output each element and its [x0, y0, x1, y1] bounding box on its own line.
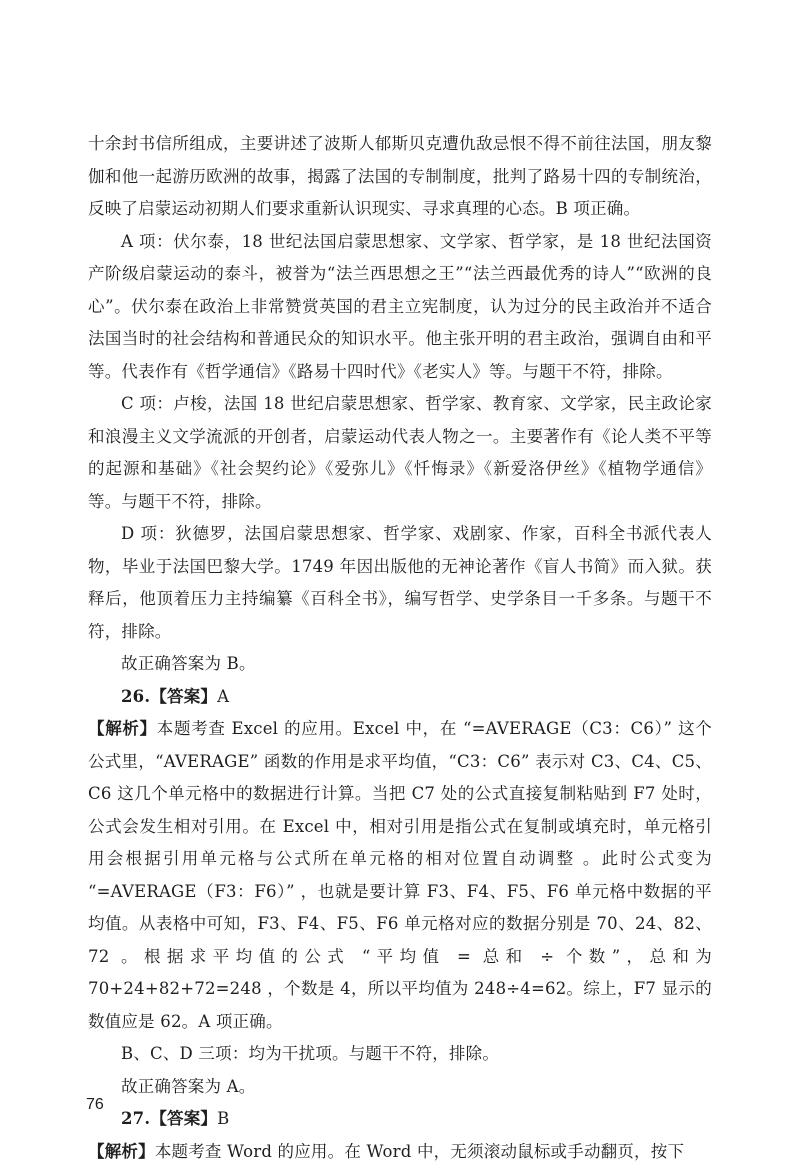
q26-answer-tag: 【答案】	[150, 687, 217, 706]
q27-answer-value: B	[217, 1109, 229, 1128]
q27-answer-line	[88, 1103, 712, 1136]
page-body	[88, 128, 712, 1168]
q27-analysis-text: 本题考查 Word 的应用。在 Word 中，无须滚动鼠标或手动翻页，按下	[155, 1142, 684, 1161]
q27-answer-tag: 【答案】	[150, 1109, 217, 1128]
q27-number: 27.	[121, 1109, 150, 1128]
q26-analysis-text: 本题考查 Excel 的应用。Excel 中，在 “=AVERAGE（C3：C6）” 这个公式里，“AVERAGE” 函数的作用是求平均值，“C3：C6” 表示对 C3、C4、C5、C6 这几个单元格中的数据进行计算。当把 C7 处的公式直接复制粘贴到 F7 处时，公式会发生相对引用。在 Excel 中，相对引用是指公式在复制或填充时，单元格引用会根据引用单元格与公式所在单元格的相对位置自动调整 。此时公式变为 “=AVERAGE（F3：F6）” ，也就是要计算 F3、F4、F5、F6 单元格中数据的平均值。从表格中可知，F3、F4、F5、F6 单元格对应的数据分别是 70、24、82、72 。根据求平均值的公式 “平均值 = 总和 ÷ 个数”，总和为 70+24+82+72=248 ，个数是 4，所以平均值为 248÷4=62。综上，F7 显示的数值应是 62。A 项正确。	[88, 719, 712, 1031]
page-number: 76	[86, 1096, 104, 1114]
q26-answer-line	[88, 681, 712, 714]
paragraph-q25-continuation: 十余封书信所组成，主要讲述了波斯人郁斯贝克遭仇敌忌恨不得不前往法国，朋友黎伽和他一起游历欧洲的故事，揭露了法国的专制制度，批判了路易十四的专制统治，反映了启蒙运动初期人们要求重新认识现实、寻求真理的心态。B 项正确。	[88, 128, 712, 226]
q27-analysis-tag: 【解析】	[88, 1142, 155, 1161]
q26-analysis	[88, 713, 712, 1038]
q26-answer-value: A	[217, 687, 229, 706]
q27-analysis	[88, 1136, 712, 1168]
q26-number: 26.	[121, 687, 150, 706]
paragraph-option-a: A 项：伏尔泰，18 世纪法国启蒙思想家、文学家、哲学家，是 18 世纪法国资产阶级启蒙运动的泰斗，被誉为“法兰西思想之王”“法兰西最优秀的诗人”“欧洲的良心”。伏尔泰在政治上非常赞赏英国的君主立宪制度，认为过分的民主政治并不适合法国当时的社会结构和普通民众的知识水平。他主张开明的君主政治，强调自由和平等。代表作有《哲学通信》《路易十四时代》《老实人》等。与题干不符，排除。	[88, 226, 712, 389]
paragraph-q25-conclusion: 故正确答案为 B。	[88, 648, 712, 681]
paragraph-option-d: D 项：狄德罗，法国启蒙思想家、哲学家、戏剧家、作家，百科全书派代表人物，毕业于法国巴黎大学。1749 年因出版他的无神论著作《盲人书简》而入狱。获释后，他顶着压力主持编纂《百科全书》，编写哲学、史学条目一千多条。与题干不符，排除。	[88, 518, 712, 648]
q26-conclusion: 故正确答案为 A。	[88, 1071, 712, 1104]
q26-analysis-tag: 【解析】	[88, 719, 157, 738]
paragraph-option-c: C 项：卢梭，法国 18 世纪启蒙思想家、哲学家、教育家、文学家，民主政论家和浪漫主义文学流派的开创者，启蒙运动代表人物之一。主要著作有《论人类不平等的起源和基础》《社会契约论》《爱弥儿》《忏悔录》《新爱洛伊丝》《植物学通信》等。与题干不符，排除。	[88, 388, 712, 518]
q26-other-options: B、C、D 三项：均为干扰项。与题干不符，排除。	[88, 1038, 712, 1071]
